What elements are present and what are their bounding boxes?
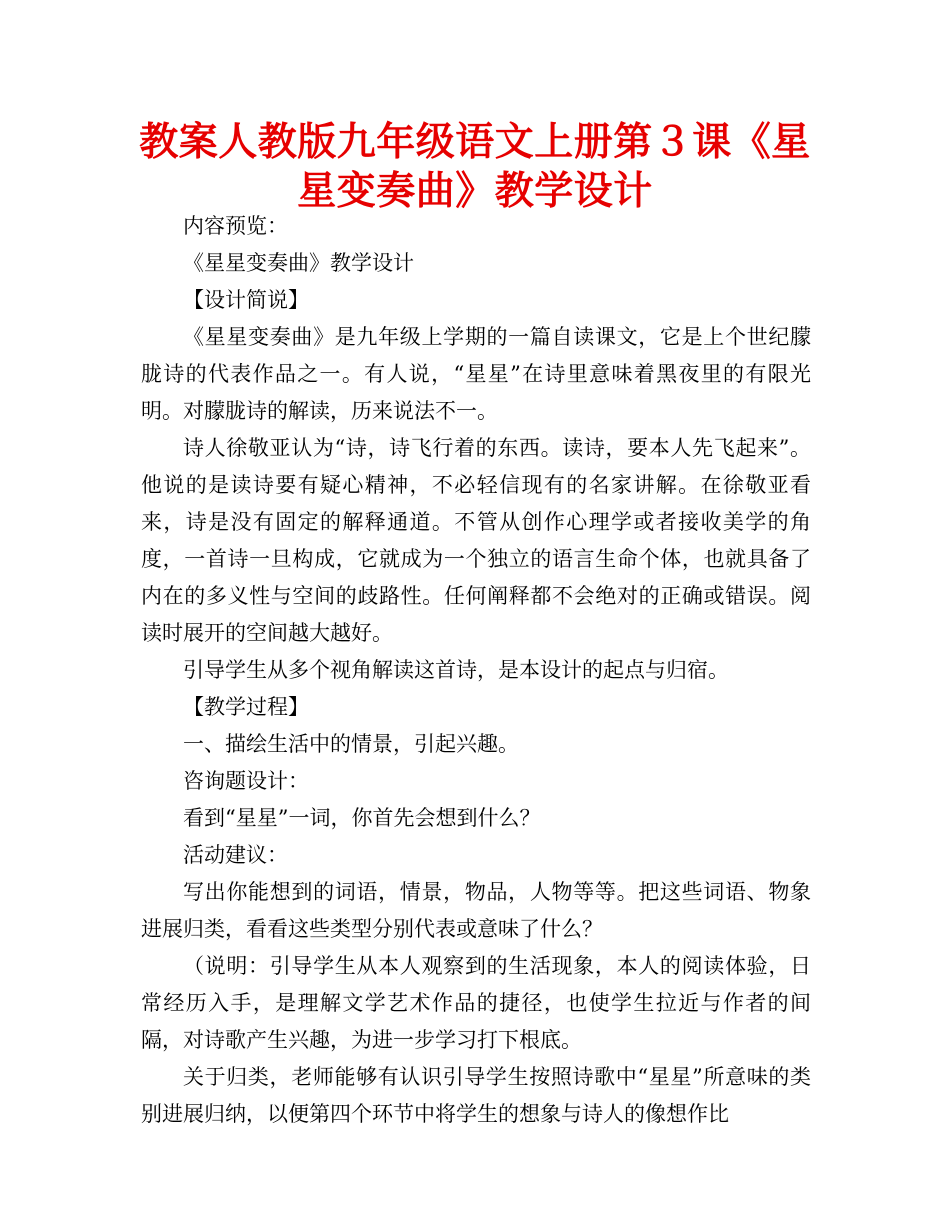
activity-text: 写出你能想到的词语，情景，物品，人物等等。把这些词语、物象进展归类，看看这些类型分别代表或意味了什么？ bbox=[141, 880, 811, 941]
activity-label: 活动建议： bbox=[183, 843, 288, 867]
question-text: 看到“星星”一词，你首先会想到什么？ bbox=[183, 806, 541, 830]
paragraph-design-goal: 引导学生从多个视角解读这首诗，是本设计的起点与归宿。 bbox=[183, 658, 729, 682]
section-heading-process: 【教学过程】 bbox=[183, 695, 309, 719]
paragraph-poet-view: 诗人徐敬亚认为“诗，诗飞行着的东西。读诗，要本人先飞起来”。他说的是读诗要有疑心精神，不必轻信现有的名家讲解。在徐敬亚看来，诗是没有固定的解释通道。不管从创作心理学或者接收美学的角度，一首诗一旦构成，它就成为一个独立的语言生命个体，也就具备了内在的多义性与空间的歧路性。任何阐释都不会绝对的正确或错误。阅读时展开的空间越大越好。 bbox=[141, 436, 811, 645]
paragraph-preview-label: 内容预览： bbox=[183, 214, 288, 238]
question-design-label: 咨询题设计： bbox=[183, 769, 309, 793]
paragraph-subtitle: 《星星变奏曲》教学设计 bbox=[183, 251, 414, 275]
document-title: 教案人教版九年级语文上册第３课《星星变奏曲》教学设计 bbox=[139, 120, 811, 214]
classification-text: 关于归类，老师能够有认识引导学生按照诗歌中“星星”所意味的类别进展归纳，以便第四个环节中将学生的想象与诗人的像想作比 bbox=[141, 1065, 811, 1126]
document-body bbox=[141, 208, 811, 1133]
explanation-text: （说明：引导学生从本人观察到的生活现象，本人的阅读体验，日常经历入手，是理解文学艺术作品的捷径，也使学生拉近与作者的间隔，对诗歌产生兴趣，为进一步学习打下根底。 bbox=[141, 954, 811, 1052]
step-heading-one: 一、描绘生活中的情景，引起兴趣。 bbox=[183, 732, 519, 756]
paragraph-intro: 《星星变奏曲》是九年级上学期的一篇自读课文，它是上个世纪朦胧诗的代表作品之一。有人说，“星星”在诗里意味着黑夜里的有限光明。对朦胧诗的解读，历来说法不一。 bbox=[141, 325, 811, 423]
section-heading-design: 【设计简说】 bbox=[183, 288, 309, 312]
